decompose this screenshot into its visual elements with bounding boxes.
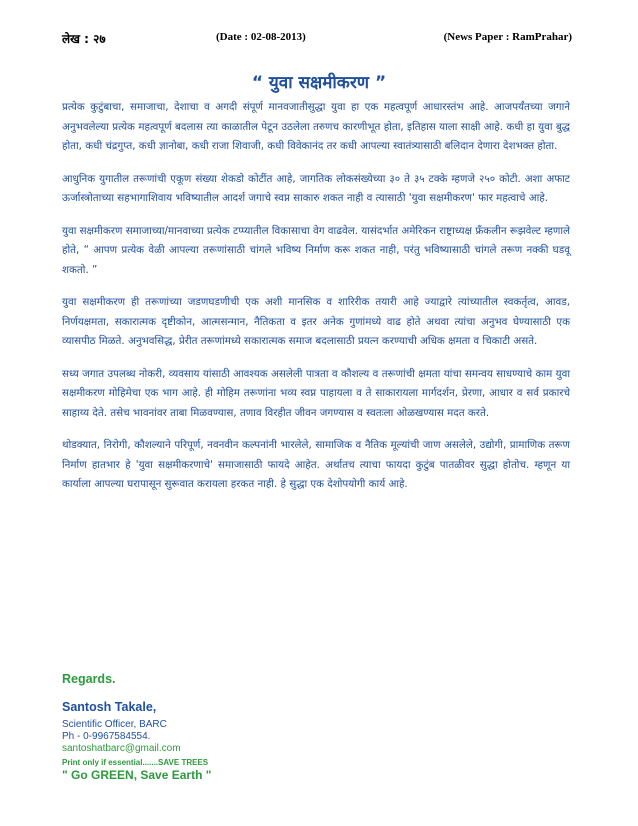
go-green-slogan: " Go GREEN, Save Earth " — [62, 768, 212, 782]
author-email: santoshatbarc@gmail.com — [62, 743, 181, 754]
author-phone: Ph - 0-9967584554. — [62, 731, 151, 742]
paragraph: थोडक्यात, निरोगी, कौशल्याने परिपूर्ण, नवनवीन कल्पनांनी भारलेले, सामाजिक व नैतिक मूल्यांची जाण असलेले, उद्योगी, प्रामाणिक तरूण निर्माण हातभार हे 'युवा सक्षमीकरणाचे' समाजासाठी फायदे आहेत. अर्थातच त्याचा फायदा कुटुंब पातळीवर सुद्धा होतोच. म्हणून या कार्याला आपल्या घरापासून सुरूवात करायला हरकत नाही. हे सुद्धा एक देशोपयोगी कार्य आहे. — [62, 439, 570, 490]
article-date: (Date : 02-08-2013) — [216, 31, 306, 43]
article-number: लेख : २७ — [62, 32, 106, 46]
paragraph: युवा सक्षमीकरण समाजाच्या/मानवाच्या प्रत्येक टप्प्यातील विकासाचा वेग वाढवेल. यासंदर्भात अमेरिकन राष्ट्राध्यक्ष फ्रॅंकलीन रूझवेल्ट म्हणाले होते, “ आपण प्रत्येक वेळी आपल्या तरूणांसाठी चांगले भविष्य निर्माण करू शकत नाही, परंतु भविष्यासाठी चांगले तरूण नक्की घडवू शकतो. ” — [62, 224, 570, 276]
author-position: Scientific Officer, BARC — [62, 719, 167, 730]
document-header — [62, 30, 572, 50]
newspaper-name: (News Paper : RamPrahar) — [443, 31, 572, 43]
paragraph: युवा सक्षमीकरण ही तरूणांच्या जडणघडणीची एक अशी मानसिक व शारिरीक तयारी आहे ज्याद्वारे त्यांच्यातील स्वकर्तृत्व, आवड, निर्णयक्षमता, सकारात्मक दृष्टीकोन, आत्मसन्मान, नैतिकता व इतर अनेक गुणांमध्ये वाढ होते अथवा त्यांचा अनुभव घेण्यासाठी एक व्यासपीठ मिळते. अनुभवसिद्ध, प्रेरीत तरूणांमध्ये सकारात्मक समाज बदलासाठी प्रयत्न करण्याची अधिक क्षमता व चिकाटी असते. — [62, 296, 570, 347]
paragraph: आधुनिक युगातील तरूणांची एकूण संख्या शेकडो कोटींत आहे, जागतिक लोकसंख्येच्या ३० ते ३५ टक्के म्हणजे २५० कोटी. अशा अफाट ऊर्जास्त्रोताच्या सहभागाशिवाय भविष्यातील आदर्श जगाचे स्वप्न साकारु शकत नाही व त्यासाठी 'युवा सक्षमीकरण' फार महत्वाचे आहे. — [62, 172, 570, 204]
article-body — [62, 98, 570, 508]
article-title: “ युवा सक्षमीकरण ” — [251, 73, 387, 93]
paragraph: सध्य जगात उपलब्ध नोकरी, व्यवसाय यांसाठी आवश्यक असलेली पात्रता व कौशल्य व तरूणांची क्षमता यांचा समन्वय साधण्याचे काम युवा सक्षमीकरण मोहिमेचा एक भाग आहे. ही मोहिम तरूणांना भव्य स्वप्न पाहायला व ते साकारायला मार्गदर्शन, प्रेरणा, आधार व सर्व प्रकारचे साहाय्य देते. तसेच भावनांवर ताबा मिळवण्यास, तणाव विरहीत जीवन जगण्यास व स्वतःला ओळखण्यास मदत करते. — [62, 367, 570, 419]
signature-block — [62, 672, 362, 782]
print-note: Print only if essential.......SAVE TREES — [62, 758, 209, 767]
author-name: Santosh Takale, — [62, 700, 157, 714]
paragraph: प्रत्येक कुटुंबाचा, समाजाचा, देशाचा व अगदी संपूर्ण मानवजातीसुद्धा युवा हा एक महत्वपूर्ण आधारस्तंभ आहे. आजपर्यंतच्या जगाने अनुभवलेल्या प्रत्येक महत्वपूर्ण बदलास त्या काळातील पेटून उठलेला तरुणच कारणीभूत होता, इतिहास याला साक्षी आहे. कधी हा युवा बुद्ध होता, कधी चंद्रगुप्त, कधी ज्ञानोबा, कधी राजा शिवाजी, कधी विवेकानंद तर कधी आपल्या स्वातंत्र्यासाठी बलिदान देणारा देशभक्त होता. — [62, 101, 570, 152]
regards-text: Regards. — [62, 672, 116, 686]
